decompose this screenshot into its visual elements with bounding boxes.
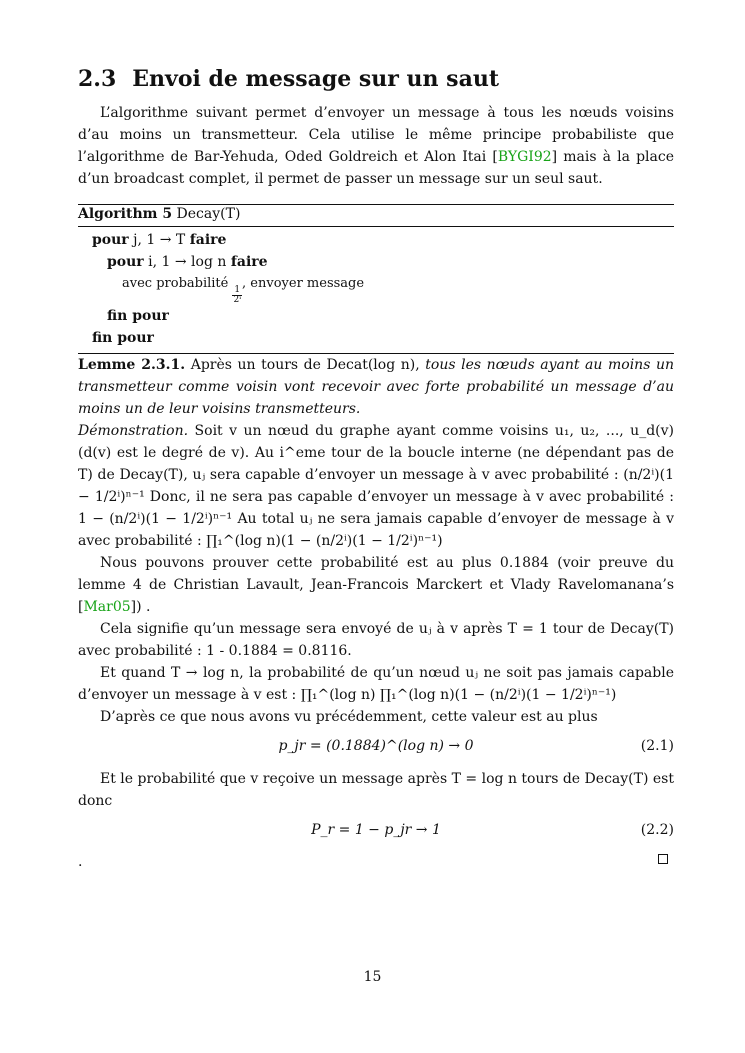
citation-link-mar05[interactable]: Mar05 — [83, 598, 131, 615]
equation-2-2-body: P_r = 1 − p_jr → 1 — [311, 821, 441, 838]
intro-text-2: ] mais à la place d’un broadcast complet, il permet de passer un message sur un seul saut. — [78, 149, 674, 187]
proof-end — [78, 852, 674, 882]
lemma-title: Lemme 2.3.1. — [78, 356, 186, 373]
keyword-fin-pour: fin pour — [107, 307, 169, 324]
intro-text-1: L’algorithme suivant permet d’envoyer un message à tous les nœuds voisins d’au moins un transmetteur. Cela utilise le même principe probabiliste que l’algorithme de Bar-Yehuda, Oded Goldreich et Alon Itai [ — [78, 105, 674, 165]
proof-paragraph-1 — [78, 420, 674, 552]
proof-text-2a: Nous pouvons prouver cette probabilité est au plus 0.1884 (voir preuve du lemme 4 de Christian Lavault, Jean-Francois Marckert et Vlady Ravelomanana’s [ — [78, 554, 674, 615]
algorithm-line-3-text-b: , envoyer message — [242, 276, 365, 291]
lemma-intro: Après un tours de Decat(log n), — [185, 356, 426, 373]
keyword-faire: faire — [230, 254, 268, 270]
algorithm-name: Decay(T) — [176, 206, 241, 222]
proof-text-1: Soit v un nœud du graphe ayant comme voisins u₁, u₂, ..., u_d(v) (d(v) est le degré de v). Au i^eme tour de la boucle interne (ne dépendant pas de T) de Decay(T), uⱼ sera capable d’envoyer un message à v avec probabilité : (n/2ⁱ)(1 − 1/2ⁱ)ⁿ⁻¹ Donc, il ne sera pas capable d’envoyer un message à v avec probabilité : 1 − (n/2ⁱ)(1 − 1/2ⁱ)ⁿ⁻¹ Au total uⱼ ne sera jamais capable d’envoyer de message à v avec probabilité : ∏₁^(log n)(1 − (n/2ⁱ)(1 − 1/2ⁱ)ⁿ⁻¹) — [78, 422, 674, 549]
loop-range-j: j, 1 → T — [128, 232, 190, 248]
proof-text-2b: ]) . — [130, 598, 151, 615]
proof-paragraph-6: Et le probabilité que v reçoive un message après T = log n tours de Decay(T) est donc — [78, 770, 674, 809]
section-title: Envoi de message sur un saut — [132, 66, 499, 92]
keyword-faire: faire — [189, 232, 227, 248]
keyword-pour: pour — [92, 232, 129, 248]
equation-2-1-number: (2.1) — [640, 737, 674, 754]
algorithm-label: Algorithm 5 — [78, 206, 173, 222]
section-number: 2.3 — [78, 66, 117, 92]
algorithm-line-3 — [78, 273, 674, 305]
equation-2-2 — [78, 812, 674, 852]
algorithm-line-3-text-a: avec probabilité — [122, 276, 233, 291]
proof-paragraph-4: Et quand T → log n, la probabilité de qu’un nœud uⱼ ne soit pas jamais capable d’envoyer un message à v est : ∏₁^(log n) ∏₁^(log n)(1 − (n/2ⁱ)(1 − 1/2ⁱ)ⁿ⁻¹) — [78, 664, 674, 703]
page-content — [78, 62, 674, 882]
citation-link-bygi92[interactable]: BYGI92 — [497, 149, 552, 165]
algorithm-line-1 — [78, 229, 674, 251]
qed-square-icon — [658, 854, 668, 864]
fraction-denominator: 2ⁱ — [233, 294, 242, 305]
equation-2-1-body: p_jr = (0.1884)^(log n) → 0 — [278, 737, 474, 754]
proof-paragraph-2 — [78, 552, 674, 618]
algorithm-line-5 — [78, 327, 674, 349]
proof-end-dot: . — [78, 853, 83, 870]
probability-fraction — [232, 286, 242, 305]
keyword-pour: pour — [107, 254, 144, 270]
algorithm-block — [78, 204, 674, 354]
proof-paragraph-5: D’après ce que nous avons vu précédemment, cette valeur est au plus — [100, 708, 598, 725]
equation-2-2-number: (2.2) — [640, 821, 674, 838]
page-number: 15 — [363, 969, 382, 985]
intro-paragraph — [78, 102, 674, 190]
algorithm-line-2 — [78, 251, 674, 273]
section-heading — [78, 66, 674, 92]
keyword-fin-pour: fin pour — [92, 329, 154, 346]
equation-2-1 — [78, 728, 674, 768]
lemma-statement: tous les nœuds ayant au moins un transmetteur comme voisin vont recevoir avec forte probabilité un message d’au moins un de leur voisins transmetteurs. — [78, 356, 675, 417]
algorithm-caption — [78, 205, 674, 226]
lemma-paragraph — [78, 354, 674, 420]
fraction-numerator: 1 — [234, 284, 241, 295]
proof-label: Démonstration. — [78, 422, 189, 439]
proof-paragraph-3: Cela signifie qu’un message sera envoyé de uⱼ à v après T = 1 tour de Decay(T) avec probabilité : 1 - 0.1884 = 0.8116. — [78, 620, 674, 659]
loop-range-i: i, 1 → log n — [143, 254, 231, 270]
algorithm-line-4 — [78, 305, 674, 327]
